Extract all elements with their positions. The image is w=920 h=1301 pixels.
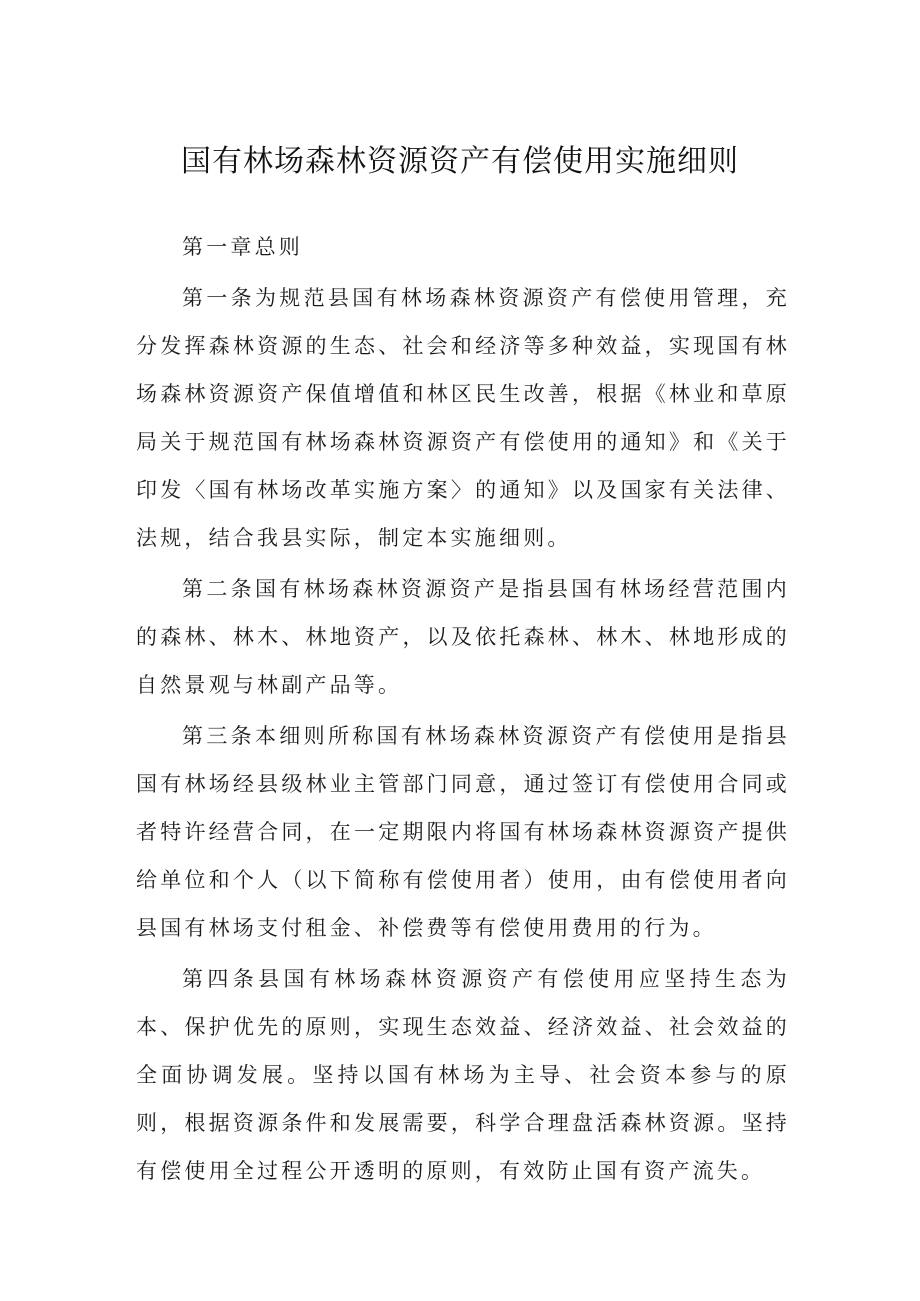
article-4-paragraph: 第四条县国有林场森林资源资产有偿使用应坚持生态为本、保护优先的原则，实现生态效益、经济效益、社会效益的全面协调发展。坚持以国有林场为主导、社会资本参与的原则，根据资源条件和发展需要，科学合理盘活森林资源。坚持有偿使用全过程公开透明的原则，有效防止国有资产流失。 [136,967,790,1183]
document-body [136,223,790,1198]
article-1-paragraph: 第一条为规范县国有林场森林资源资产有偿使用管理，充分发挥森林资源的生态、社会和经济等多种效益，实现国有林场森林资源资产保值增值和林区民生改善，根据《林业和草原局关于规范国有林场森林资源资产有偿使用的通知》和《关于印发〈国有林场改革实施方案〉的通知》以及国家有关法律、法规，结合我县实际，制定本实施细则。 [136,286,790,550]
article-2-paragraph: 第二条国有林场森林资源资产是指县国有林场经营范围内的森林、林木、林地资产，以及依托森林、林木、林地形成的自然景观与林副产品等。 [136,577,790,697]
chapter-heading: 第一章总则 [182,235,303,259]
article-3-paragraph: 第三条本细则所称国有林场森林资源资产有偿使用是指县国有林场经县级林业主管部门同意，通过签订有偿使用合同或者特许经营合同，在一定期限内将国有林场森林资源资产提供给单位和个人（以下简称有偿使用者）使用，由有偿使用者向县国有林场支付租金、补偿费等有偿使用费用的行为。 [136,724,790,940]
document-title: 国有林场森林资源资产有偿使用实施细则 [181,144,739,179]
